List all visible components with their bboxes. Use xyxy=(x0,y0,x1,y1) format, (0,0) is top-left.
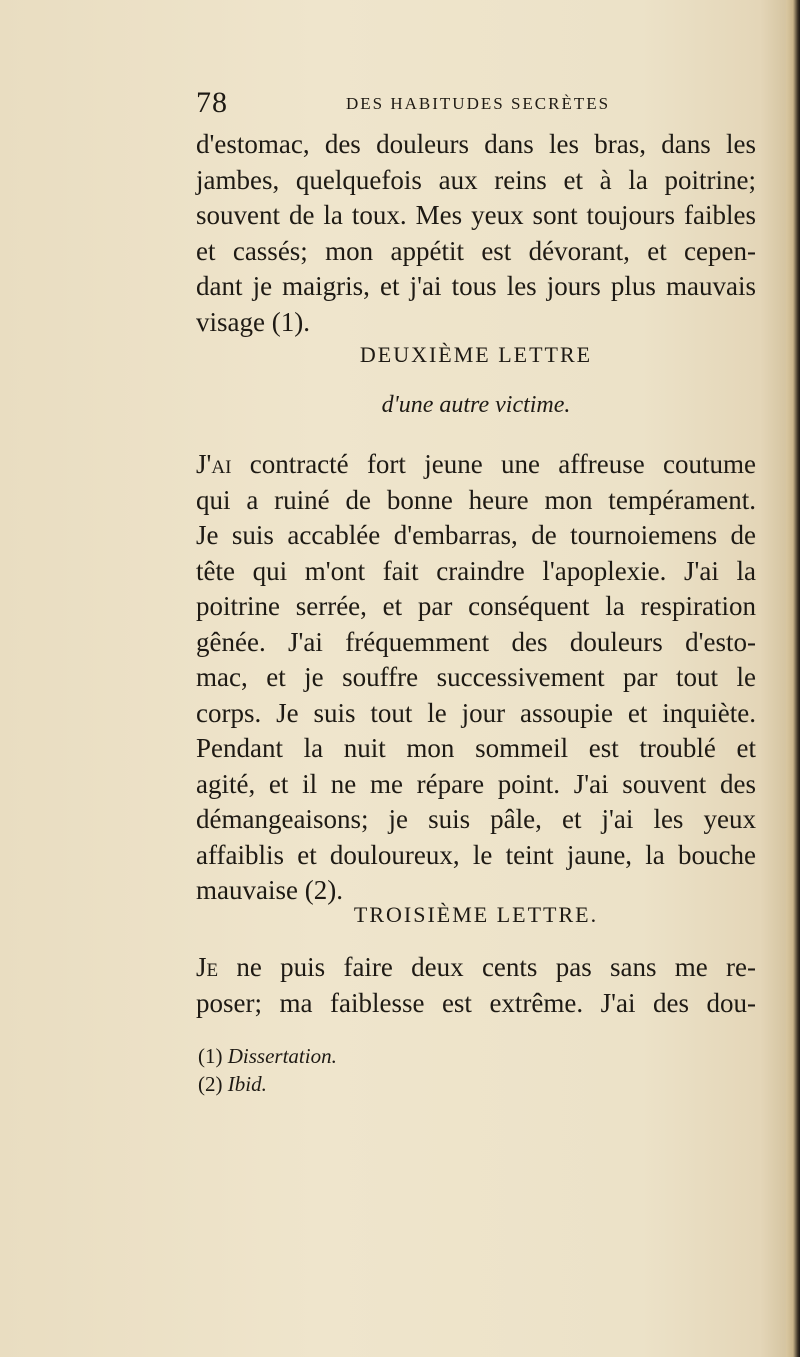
footnote: (1) Dissertation. xyxy=(198,1044,337,1068)
footnote: (2) Ibid. xyxy=(198,1072,267,1096)
text-line: mauvaise (2). xyxy=(196,875,343,905)
letter-3-heading: TROISIÈME LETTRE. xyxy=(353,902,599,927)
text-line: agité, et il ne me répare point. J'ai souvent des xyxy=(196,768,756,799)
text-line: affaiblis et douloureux, le teint jaune, la bouche xyxy=(196,839,756,870)
text-line: mac, et je souffre successivement par tout le xyxy=(196,662,756,692)
paragraph-continued xyxy=(196,127,756,340)
text-line: d'estomac, des douleurs dans les bras, dans les xyxy=(196,129,756,159)
text-line: jambes, quelquefois aux reins et à la poitrine; xyxy=(196,164,756,195)
dropcap: J'ai xyxy=(196,449,232,479)
text-line: poitrine serrée, et par conséquent la respiration xyxy=(196,591,756,621)
text-line: corps. Je suis tout le jour assoupie et inquiète. xyxy=(196,697,756,728)
text-line: poser; ma faiblesse est extrême. J'ai des dou- xyxy=(196,987,756,1018)
letter-2-subheading: d'une autre victime. xyxy=(381,392,571,418)
running-head xyxy=(196,86,756,126)
page-number: 78 xyxy=(196,86,228,119)
footnotes xyxy=(198,1042,598,1098)
text-line: qui a ruiné de bonne heure mon tempérament. xyxy=(196,484,756,515)
text-line: démangeaisons; je suis pâle, et j'ai les yeux xyxy=(196,804,756,834)
text-line: souvent de la toux. Mes yeux sont toujours faibles xyxy=(196,200,756,230)
letter-3-body xyxy=(196,950,756,1021)
page-gutter-shadow xyxy=(786,0,800,1357)
text-line: tête qui m'ont fait craindre l'apoplexie. J'ai la xyxy=(196,555,756,586)
text-line: et cassés; mon appétit est dévorant, et cepen- xyxy=(196,235,756,266)
text-line: dant je maigris, et j'ai tous les jours plus mauvais xyxy=(196,271,756,301)
text-line: visage (1). xyxy=(196,306,310,337)
text-line: gênée. J'ai fréquemment des douleurs d'esto- xyxy=(196,626,756,657)
text-line: Je suis accablée d'embarras, de tournoiemens de xyxy=(196,520,756,550)
letter-2-body xyxy=(196,447,756,909)
letter-2-heading: DEUXIÈME LETTRE xyxy=(359,342,593,367)
dropcap: Je xyxy=(196,952,219,982)
text-line: Je ne puis faire deux cents pas sans me re- xyxy=(196,952,756,982)
text-line: Pendant la nuit mon sommeil est troublé et xyxy=(196,733,756,763)
text-line: J'ai contracté fort jeune une affreuse coutume xyxy=(196,449,756,479)
running-title: DES HABITUDES SECRÈTES xyxy=(346,94,611,113)
